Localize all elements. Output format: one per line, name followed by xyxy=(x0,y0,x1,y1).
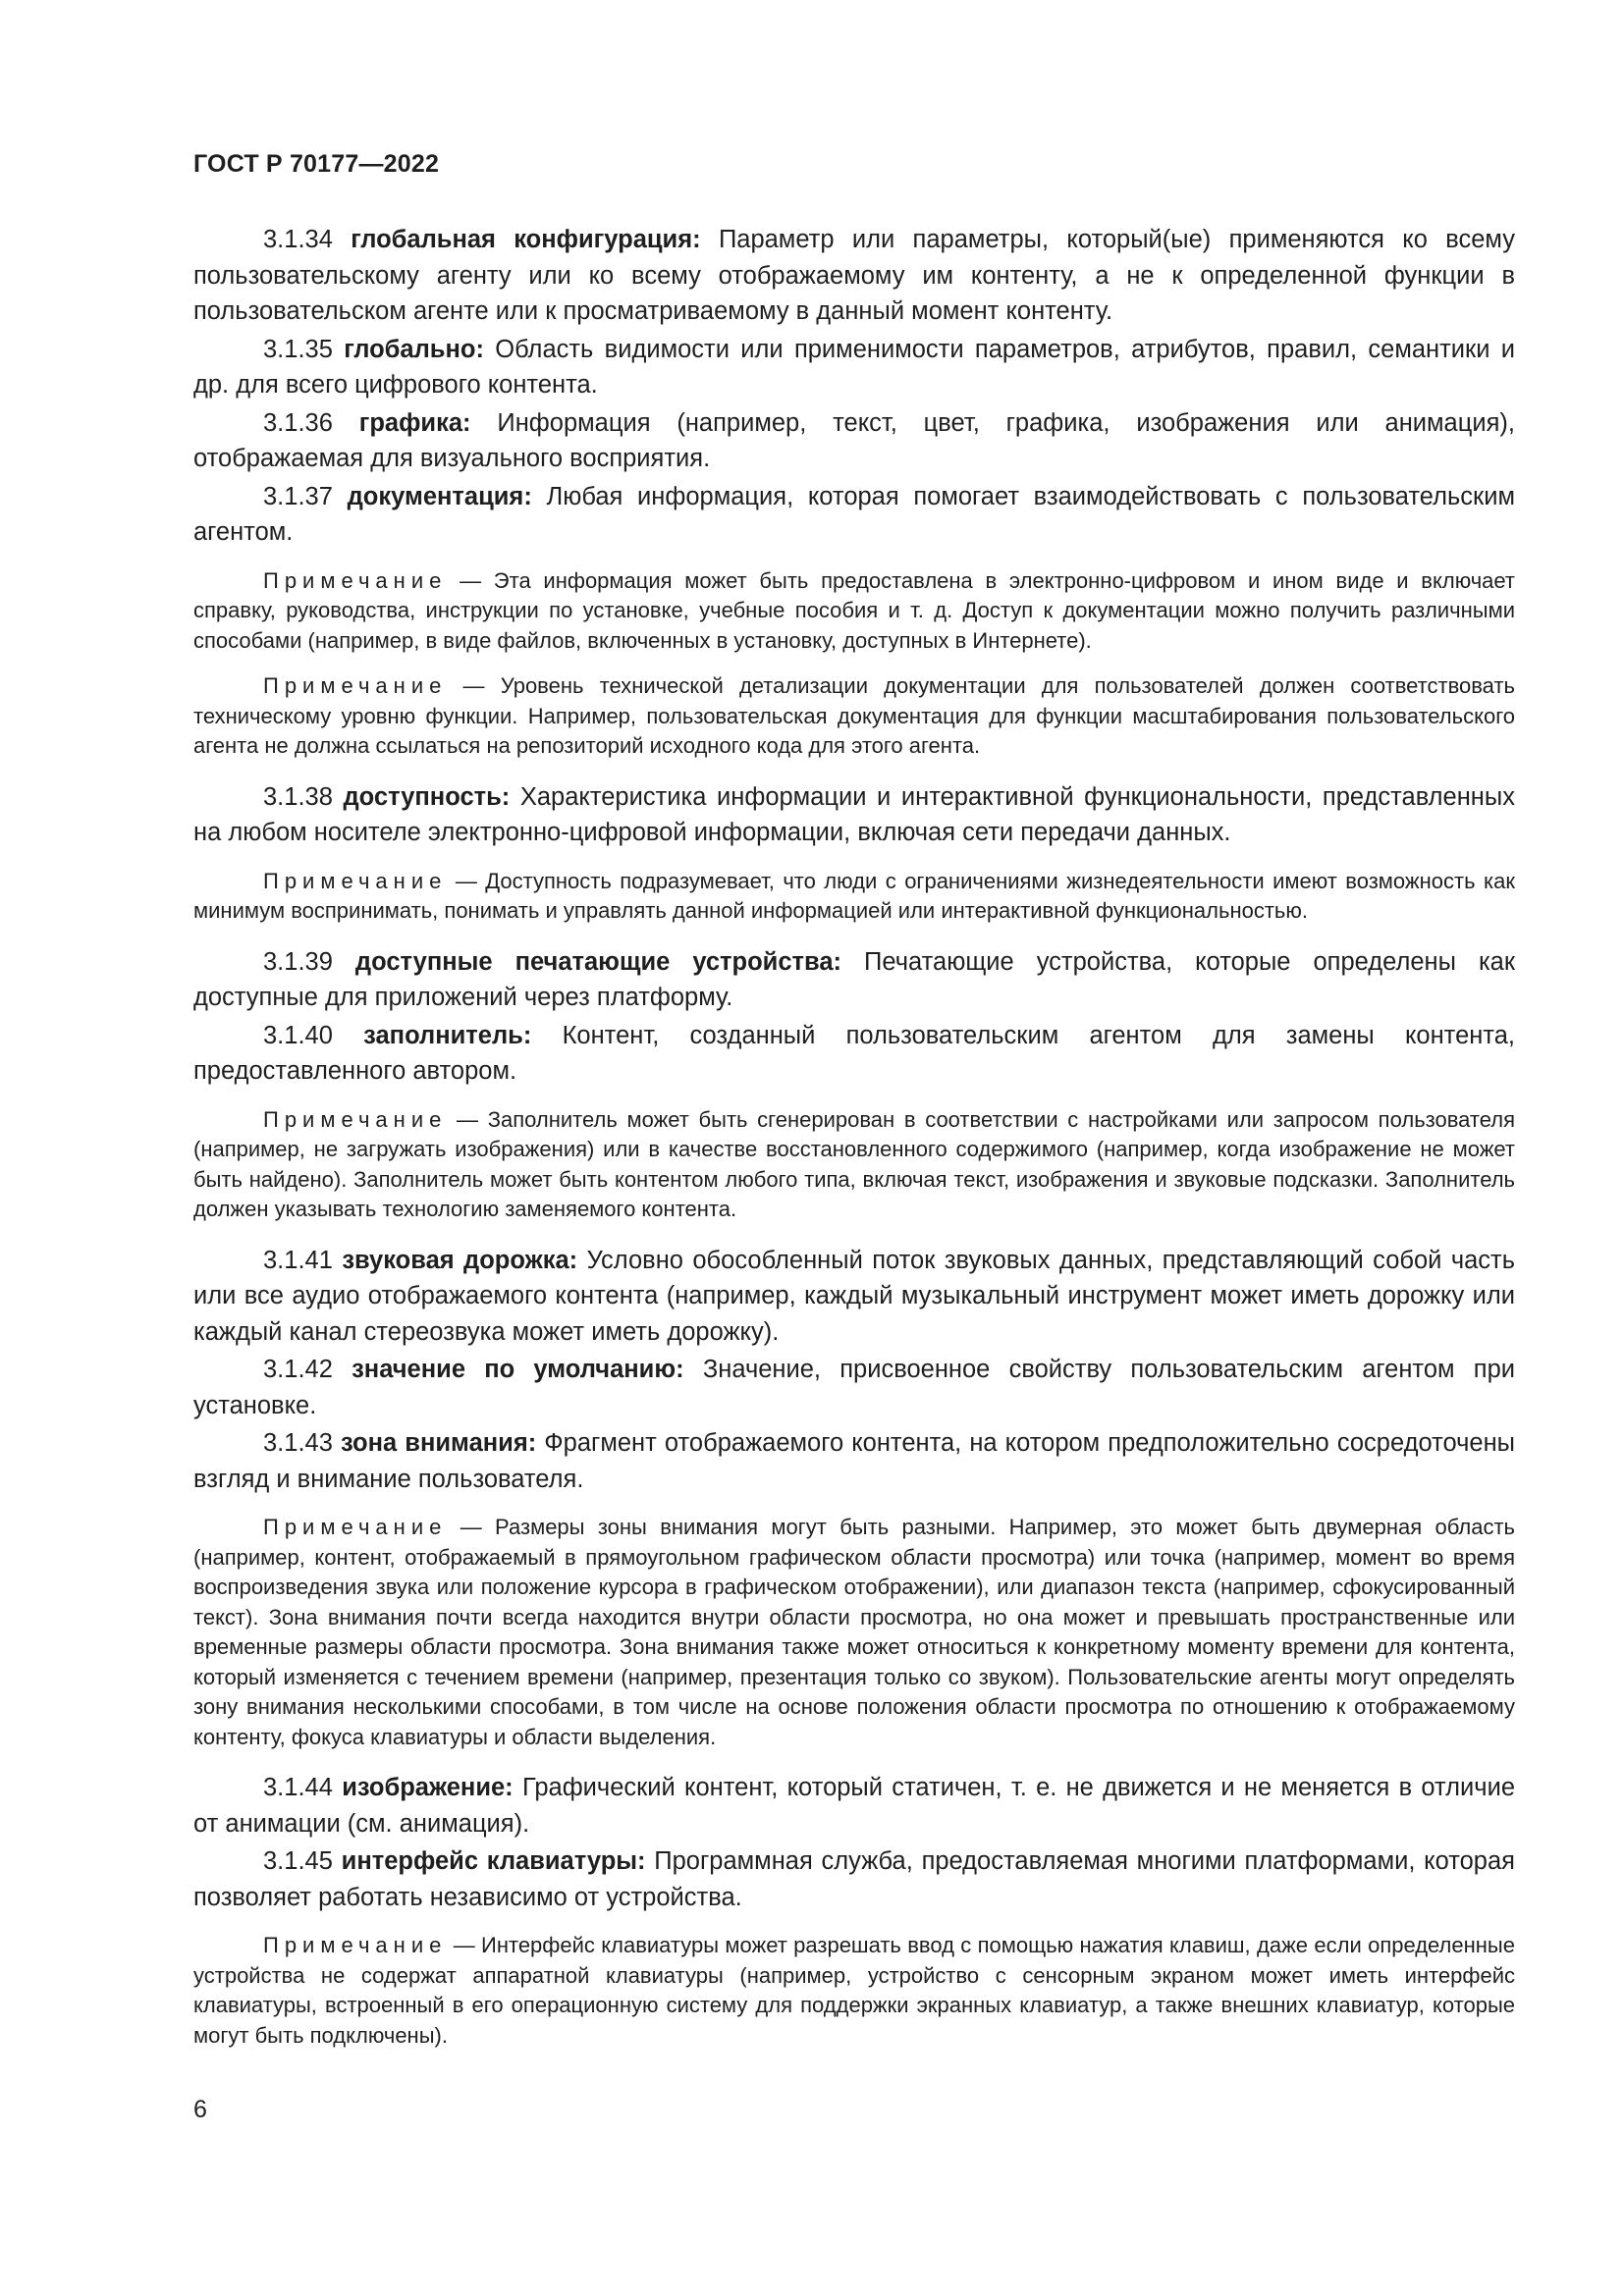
term-definition: Параметр или параметры, который(ые) применяются ко всему пользовательскому агенту или ко всему отображаемому им контенту, а не к определенной функции в пользовательском агенте или к просматриваемому в данный момент контенту. xyxy=(193,226,1515,325)
term-3-1-42 xyxy=(193,1352,1515,1423)
term-3-1-39 xyxy=(193,944,1515,1016)
term-name: значение по умолчанию: xyxy=(352,1356,684,1383)
term-name: звуковая дорожка: xyxy=(342,1246,578,1274)
term-definition: Программная служба, предоставляемая многими платформами, которая позволяет работать независимо от устройства. xyxy=(193,1847,1515,1911)
term-definition: Печатающие устройства, которые определены как доступные для приложений через платформу. xyxy=(193,947,1515,1011)
note-text: — Размеры зоны внимания могут быть разными. Например, это может быть двумерная область (например, контент, отображаемый в прямоугольном графическом области просмотра) или точка (например, момент во время воспроизведения звука или положение курсора в графическом отображении), или диапазон текста (например, сфокусированный текст). Зона внимания почти всегда находится внутри области просмотра, но она может и превышать пространственные или временные размеры области просмотра. Зона внимания также может относиться к конкретному моменту времени для контента, который изменяется с течением времени (например, презентация только со звуком). Пользовательские агенты могут определять зону внимания несколькими способами, в том числе на основе положения области просмотра по отношению к отображаемому контенту, фокуса клавиатуры и области выделения. xyxy=(193,1515,1515,1749)
term-name: заполнитель: xyxy=(363,1021,532,1049)
term-definition: Характеристика информации и интерактивной функциональности, представленных на любом носителе электронно-цифровой информации, включая сети передачи данных. xyxy=(193,782,1515,846)
term-definition: Область видимости или применимости параметров, атрибутов, правил, семантики и др. для всего цифрового контента. xyxy=(193,335,1516,399)
term-name: зона внимания: xyxy=(341,1429,537,1457)
note-text: — Заполнитель может быть сгенерирован в соответствии с настройками или запросом пользователя (например, не загружать изображения) или в качестве восстановленного содержимого (например, когда изображение не может быть найдено). Заполнитель может быть контентом любого типа, включая текст, изображения и звуковые подсказки. Заполнитель должен указывать технологию заменяемого контента. xyxy=(193,1106,1516,1221)
document-body xyxy=(193,222,1515,2051)
term-definition: Информация (например, текст, цвет, графика, изображения или анимация), отображаемая для визуального восприятия. xyxy=(193,408,1515,472)
term-number: 3.1.44 xyxy=(263,1774,333,1801)
note-keyboard-interface xyxy=(193,1931,1515,2051)
note-text: — Интерфейс клавиатуры может разрешать ввод с помощью нажатия клавиш, даже если определенные устройства не содержат аппаратной клавиатуры (например, устройство с сенсорным экраном может иметь интерфейс клавиатуры, встроенный в его операционную систему для поддержки экранных клавиатур, а также внешних клавиатур, которые могут быть подключены). xyxy=(193,1933,1515,2048)
term-definition: Условно обособленный поток звуковых данных, представляющий собой часть или все аудио отображаемого контента (например, каждый музыкальный инструмент может иметь дорожку или каждый канал стереозвука может иметь дорожку). xyxy=(193,1246,1516,1346)
term-name: документация: xyxy=(347,482,532,510)
note-text: — Доступность подразумевает, что люди с ограничениями жизнедеятельности имеют возможность как минимум воспринимать, понимать и управлять данной информацией или интерактивной функциональностью. xyxy=(193,868,1515,923)
note-accessibility xyxy=(193,867,1515,927)
term-number: 3.1.45 xyxy=(263,1847,333,1875)
term-definition: Значение, присвоенное свойству пользовательским агентом при установке. xyxy=(193,1356,1515,1419)
note-label: Примечание xyxy=(263,868,448,893)
term-3-1-45 xyxy=(193,1843,1515,1915)
term-number: 3.1.34 xyxy=(263,226,333,253)
term-definition: Графический контент, который статичен, т. е. не движется и не меняется в отличие от анимации (см. анимация). xyxy=(193,1774,1515,1838)
term-number: 3.1.36 xyxy=(263,408,333,437)
term-number: 3.1.35 xyxy=(263,335,333,363)
note-documentation-2 xyxy=(193,671,1515,762)
term-name: доступность: xyxy=(343,782,511,811)
term-3-1-41 xyxy=(193,1243,1515,1351)
page-number: 6 xyxy=(193,2096,207,2123)
term-3-1-37 xyxy=(193,479,1515,551)
term-3-1-40 xyxy=(193,1018,1515,1090)
note-attention-zone xyxy=(193,1513,1515,1752)
term-name: интерфейс клавиатуры: xyxy=(341,1847,646,1875)
note-text: — Уровень технической детализации документации для пользователей должен соответствовать техническому уровню функции. Например, пользовательская документация для функции масштабирования пользовательского агента не должна ссылаться на репозиторий исходного кода для этого агента. xyxy=(193,673,1515,758)
note-text: — Эта информация может быть предоставлена в электронно-цифровом и ином виде и включает справку, руководства, инструкции по установке, учебные пособия и т. д. Доступ к документации можно получить различными способами (например, в виде файлов, включенных в установку, доступных в Интернете). xyxy=(193,567,1515,653)
term-name: глобальная конфигурация: xyxy=(351,226,701,253)
term-number: 3.1.41 xyxy=(263,1246,333,1274)
note-label: Примечание xyxy=(263,1106,448,1132)
term-3-1-36 xyxy=(193,405,1515,477)
note-label: Примечание xyxy=(263,1515,448,1539)
term-definition: Фрагмент отображаемого контента, на котором предположительно сосредоточены взгляд и внимание пользователя. xyxy=(193,1429,1515,1493)
term-3-1-44 xyxy=(193,1770,1515,1842)
term-number: 3.1.42 xyxy=(263,1356,333,1383)
term-3-1-43 xyxy=(193,1425,1515,1497)
term-name: изображение: xyxy=(342,1774,514,1801)
term-3-1-35 xyxy=(193,332,1515,403)
term-name: графика: xyxy=(358,408,471,437)
term-definition: Любая информация, которая помогает взаимодействовать с пользовательским агентом. xyxy=(193,482,1515,546)
note-label: Примечание xyxy=(263,567,448,593)
term-number: 3.1.40 xyxy=(263,1021,333,1049)
document-header: ГОСТ Р 70177—2022 xyxy=(193,150,440,178)
term-number: 3.1.38 xyxy=(263,782,333,811)
term-name: доступные печатающие устройства: xyxy=(354,947,842,976)
term-name: глобально: xyxy=(344,335,484,363)
term-number: 3.1.39 xyxy=(263,947,333,976)
term-number: 3.1.43 xyxy=(263,1429,333,1457)
term-3-1-34 xyxy=(193,222,1515,330)
note-label: Примечание xyxy=(263,673,448,698)
term-definition: Контент, созданный пользовательским агентом для замены контента, предоставленного автором. xyxy=(193,1021,1515,1085)
note-label: Примечание xyxy=(263,1933,448,1957)
term-number: 3.1.37 xyxy=(263,482,333,510)
term-3-1-38 xyxy=(193,779,1515,851)
note-documentation-1 xyxy=(193,566,1515,657)
note-placeholder xyxy=(193,1105,1515,1225)
